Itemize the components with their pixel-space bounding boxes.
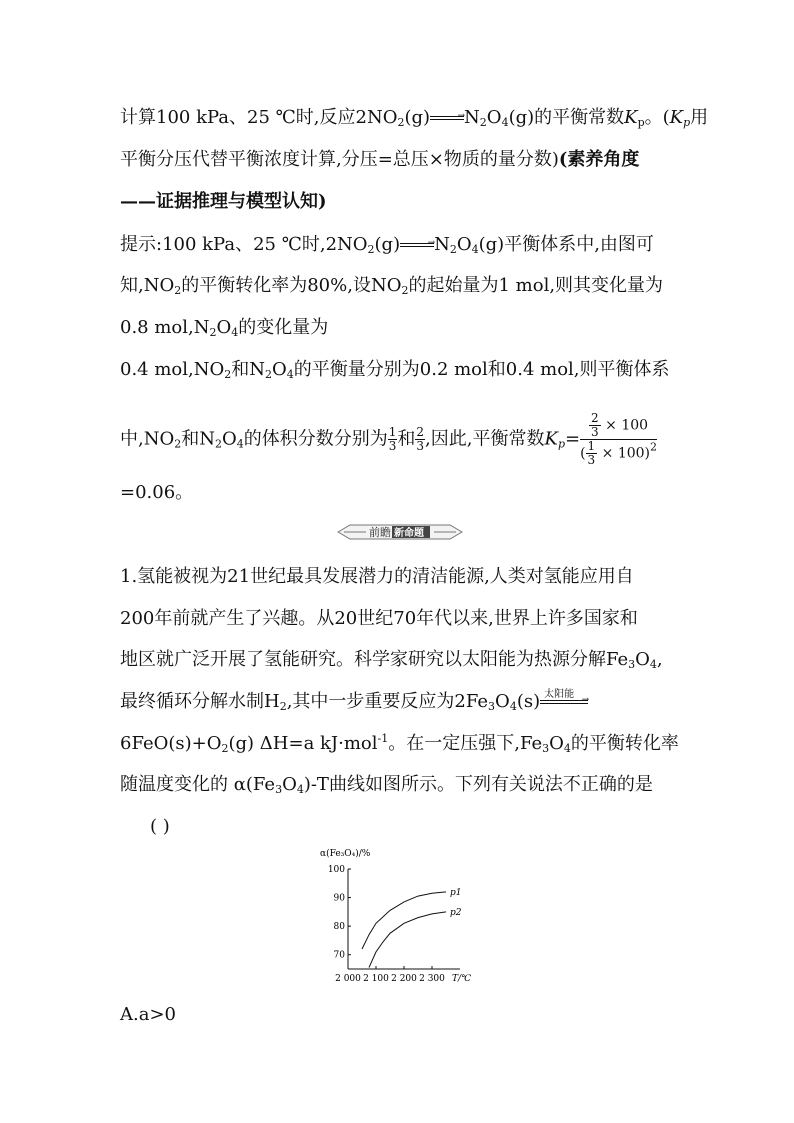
- y-tick-label: 80: [333, 922, 345, 933]
- series-line-p2: [369, 912, 446, 968]
- problem-line-4: 最终循环分解水制$H_2$,其中一步重要反应为$2Fe_3O_4(s)$ 太阳能 →: [120, 689, 590, 713]
- option-a: A.a>0: [120, 1004, 176, 1025]
- x-tick-label: 2 300: [419, 974, 445, 984]
- banner-label-2: 新命题: [394, 528, 424, 539]
- hint-result: =0.06。: [120, 482, 194, 503]
- problem-line-5: $6FeO(s)+O_2(g)$ ΔH=a kJ·mol$^{-1}$。在一定压强下$,Fe_3O_4$的平衡转化率: [120, 732, 679, 755]
- banner-label-1: 前瞻: [369, 526, 391, 539]
- hint-line-2: 知$,NO_2$的平衡转化率为80%,设$NO_2$的起始量为1 mol,则其变化量为: [120, 275, 664, 297]
- problem-line-3: 地区就广泛开展了氢能研究。科学家研究以太阳能为热源分解$Fe_3O_4$,: [120, 649, 663, 671]
- y-tick-label: 100: [327, 865, 345, 875]
- y-tick-label: 70: [333, 950, 345, 961]
- fraction-two-thirds: $\frac{2}{3}$: [416, 425, 425, 453]
- y-tick-label: 90: [333, 893, 345, 904]
- question-line-3: ——证据推理与模型认知): [120, 191, 327, 212]
- question-line-2: 平衡分压代替平衡浓度计算,分压=总压×物质的量分数)(素养角度: [120, 149, 640, 170]
- x-tick-label: 2 100: [363, 974, 389, 984]
- equilibrium-arrow-icon: →: [400, 240, 434, 250]
- answer-parentheses: ( ): [150, 816, 170, 837]
- reaction-arrow-icon: 太阳能 →: [540, 697, 588, 707]
- chart-ylabel: α(Fe₃O₄)/%: [320, 849, 371, 859]
- hint-line-1: 提示:100 kPa、25 ℃时$,2NO_2(g)$ → $N_2O_4(g)$平衡体系中,由图可: [120, 234, 654, 256]
- x-tick-label: 2 000: [335, 974, 361, 984]
- series-label-p2: p2: [450, 907, 462, 918]
- problem-line-1: 1.氢能被视为21世纪最具发展潜力的清洁能源,人类对氢能应用自: [120, 566, 634, 587]
- equilibrium-arrow-icon: →: [430, 113, 464, 123]
- kp-formula: $\frac{2}{3}$ × 100 ( $\frac{1}{3}$ × 100)$^2$: [580, 411, 658, 467]
- hint-line-5: 中$,NO_2$和$N_2O_4$的体积分数分别为 $\frac{1}{3}$ 和 $\frac{2}{3}$ ,因此,平衡常数$K_p=$ $\frac{2}{3}$ × 100 ( $\frac{1}{3}$ × 100)$^2$: [120, 411, 658, 467]
- problem-line-2: 200年前就产生了兴趣。从20世纪70年代以来,世界上许多国家和: [120, 608, 638, 629]
- hint-line-3: 0.8 $mol,N_2O_4$的变化量为: [120, 317, 329, 339]
- fraction-one-third: $\frac{1}{3}$: [388, 425, 397, 453]
- x-tick-label: 2 200: [391, 974, 417, 984]
- series-label-p1: p1: [450, 887, 462, 898]
- chart-xlabel: T/℃: [452, 974, 472, 984]
- hint-line-4: 0.4 $mol,NO_2$和$N_2O_4$的平衡量分别为0.2 mol和0.4 mol,则平衡体系: [120, 359, 670, 381]
- series-line-p1: [362, 892, 446, 949]
- problem-line-6: 随温度变化的 $\alpha(Fe_3O_4)-T$曲线如图所示。下列有关说法不正确的是: [120, 774, 653, 796]
- new-question-banner: [336, 521, 464, 543]
- alpha-temperature-chart: [320, 845, 480, 985]
- question-line-1: 计算100 kPa、25 ℃时,反应$2NO_2(g)$ → $N_2O_4(g)$的平衡常数$K_p$。($K_p$用: [120, 107, 709, 129]
